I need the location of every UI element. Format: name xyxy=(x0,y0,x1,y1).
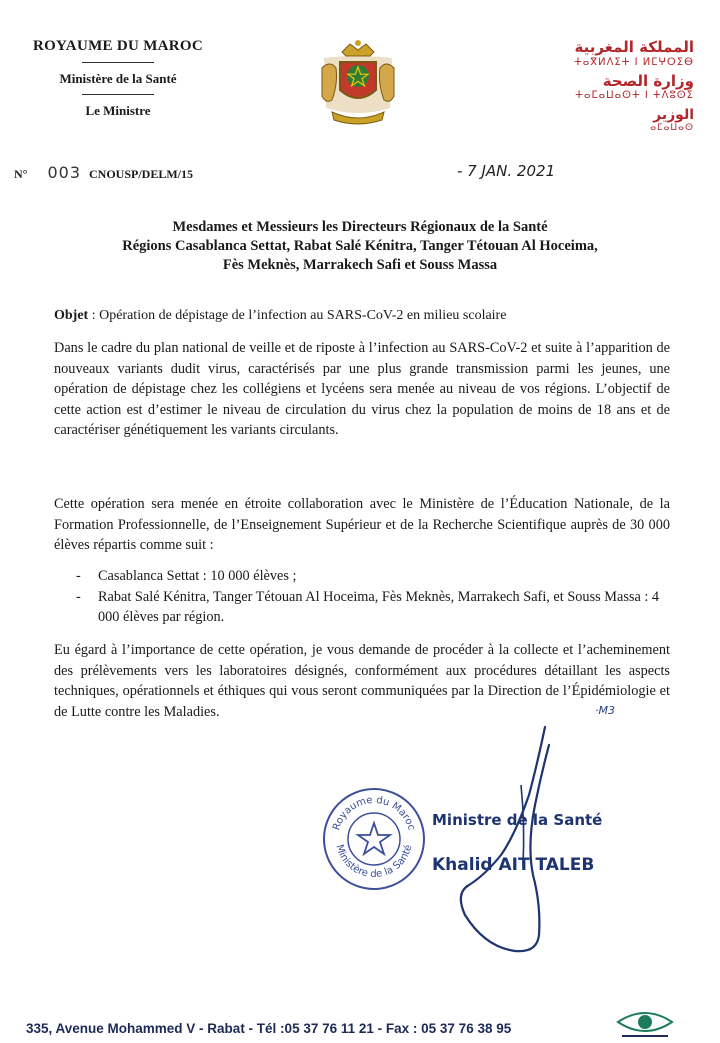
signatory-title: Ministre de la Santé xyxy=(432,811,603,829)
addressee-line: Fès Meknès, Marrakech Safi et Souss Massa xyxy=(222,257,498,273)
official-stamp-icon xyxy=(320,785,428,893)
stamp-top-text: Royaume du Maroc xyxy=(331,794,417,832)
tifinagh-ministry-name: ⵜⴰⵎⴰⵡⴰⵙⵜ ⵏ ⵜⴷⵓⵙⵉ xyxy=(575,90,694,101)
tifinagh-kingdom-name: ⵜⴰⴳⵍⴷⵉⵜ ⵏ ⵍⵎⵖⵔⵉⴱ xyxy=(574,57,694,68)
header-rule xyxy=(82,62,154,63)
minister-title: Le Ministre xyxy=(85,103,151,118)
header-left xyxy=(18,38,218,119)
arabic-kingdom-name: المملكة المغربية xyxy=(574,38,694,56)
addressee-line: Mesdames et Messieurs les Directeurs Régionaux de la Santé xyxy=(172,219,548,235)
svg-text:Ministère de la Santé xyxy=(333,843,414,880)
footer-address: 335, Avenue Mohammed V - Rabat - Tél :05 37 76 11 21 - Fax : 05 37 76 38 95 xyxy=(26,1021,512,1036)
eye-logo-icon xyxy=(614,1000,676,1042)
subject-label: Objet xyxy=(54,308,89,323)
reference-prefix: N° xyxy=(14,167,28,181)
subject-text: : Opération de dépistage de l’infection au SARS-CoV-2 en milieu scolaire xyxy=(88,308,507,323)
list-item: - Casablanca Settat : 10 000 élèves ; xyxy=(76,568,297,584)
arabic-ministry-name: وزارة الصحة xyxy=(602,72,694,90)
tifinagh-minister-title: ⴰⵎⴰⵡⴰⵙ xyxy=(650,123,694,133)
letter-date: - 7 JAN. 2021 xyxy=(457,162,556,180)
body-paragraph-1: Dans le cadre du plan national de veille et de riposte à l’infection au SARS-CoV-2 et suite à l’apparition de nouveaux variants dudit virus, caractérisés par une plus grande transmission parmi les jeunes, une opération de dépistage chez les collégiens et lycéens sera menée au niveau de vos régions. L’objectif de cette action est d’estimer le niveau de circulation du virus chez la population de moins de 18 ans et de caractériser génétiquement les variants circulants. xyxy=(54,340,670,438)
list-item-text: Rabat Salé Kénitra, Tanger Tétouan Al Hoceima, Fès Meknès, Marrakech Safi, et Souss Massa : 4 000 élèves par région. xyxy=(98,588,660,625)
reference-number: 003 xyxy=(47,163,82,182)
ministry-name: Ministère de la Santé xyxy=(59,71,177,86)
distribution-list xyxy=(54,566,674,628)
list-item-text: Casablanca Settat : 10 000 élèves ; xyxy=(98,568,297,584)
initials-mark: ·M3 xyxy=(595,704,615,717)
reference-line xyxy=(14,163,193,182)
body-paragraph-3: Eu égard à l’importance de cette opération, je vous demande de procéder à la collecte et l’acheminement des prélèvements vers les laboratoires désignés, conformément aux procédures détaillant les aspects techniques, opérationnels et éthiques qui vous seront communiquées par la Direction de l’Épidémiologie et de Lutte contre les Maladies. xyxy=(54,642,670,720)
kingdom-name: ROYAUME DU MAROC xyxy=(32,38,204,54)
addressee-line: Régions Casablanca Settat, Rabat Salé Kénitra, Tanger Tétouan Al Hoceima, xyxy=(122,238,598,254)
arabic-minister-title: الوزير xyxy=(653,107,694,123)
header-rule xyxy=(82,94,154,95)
list-item: - Rabat Salé Kénitra, Tanger Tétouan Al Hoceima, Fès Meknès, Marrakech Safi, et Souss Massa : 4 000 élèves par région. xyxy=(76,588,660,625)
coat-of-arms-icon xyxy=(312,38,404,130)
handwritten-signature xyxy=(445,725,565,955)
addressee-block xyxy=(60,218,660,275)
stamp-bottom-text: Ministère de la Santé xyxy=(333,843,415,881)
subject-line xyxy=(54,308,674,324)
reference-code: CNOUSP/DELM/15 xyxy=(89,167,194,181)
signatory-name: Khalid AIT TALEB xyxy=(432,855,595,875)
body-paragraph-2: Cette opération sera menée en étroite collaboration avec le Ministère de l’Éducation Nationale, de la Formation Professionnelle, de l’Enseignement Supérieur et de la Recherche Scientifique auprès de 30 000 élèves répartis comme suit : xyxy=(54,496,670,553)
header-right xyxy=(504,38,694,133)
